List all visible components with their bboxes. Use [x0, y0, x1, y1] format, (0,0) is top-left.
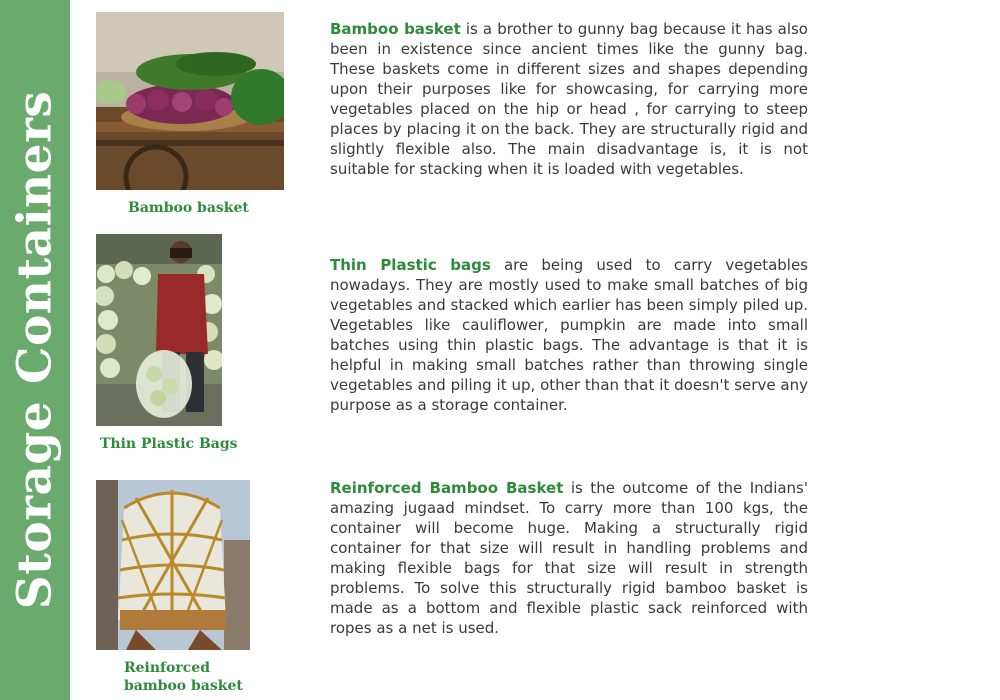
reinforced-caption-line2: bamboo basket [124, 678, 243, 694]
reinforced-bamboo-basket-text: is the outcome of the Indians' amazing jugaad mindset. To carry more than 100 kgs, the container will become huge. Making a structurally rigid container for that size will result in handling problems and making flexible bags for that size will result in strength problems. To solve this structurally rigid bamboo basket is made as a bottom and flexible plastic sack reinforced with ropes as a net is used. [330, 479, 808, 637]
thin-plastic-bags-paragraph [330, 255, 808, 415]
bamboo-basket-photo [96, 12, 284, 190]
thin-plastic-bags-term: Thin Plastic bags [330, 256, 491, 274]
sidebar [0, 0, 70, 700]
reinforced-bamboo-basket-term: Reinforced Bamboo Basket [330, 479, 564, 497]
reinforced-bamboo-basket-paragraph [330, 478, 808, 638]
thin-plastic-bags-caption: Thin Plastic Bags [100, 436, 238, 452]
reinforced-caption-line1: Reinforced [124, 660, 210, 676]
bamboo-basket-paragraph [330, 19, 808, 179]
reinforced-bamboo-basket-caption [124, 659, 243, 695]
sidebar-title: Storage Containers [7, 90, 63, 610]
bamboo-basket-text: is a brother to gunny bag because it has also been in existence since ancient times like the gunny bag. These baskets come in different sizes and shapes depending upon their purposes like for showcasing, for carrying more vegetables placed on the hip or head , for carrying to steep places by placing it on the back. They are structurally rigid and slightly flexible also. The main disadvantage is, it is not suitable for stacking when it is loaded with vegetables. [330, 20, 808, 178]
bamboo-basket-term: Bamboo basket [330, 20, 461, 38]
thin-plastic-bags-photo [96, 234, 222, 426]
bamboo-basket-caption: Bamboo basket [128, 200, 249, 216]
reinforced-bamboo-basket-photo [96, 480, 250, 650]
thin-plastic-bags-text: are being used to carry vegetables nowadays. They are mostly used to make small batches of big vegetables and stacked which earlier has been simply piled up. Vegetables like cauliflower, pumpkin are made into small batches using thin plastic bags. The advantage is that it is helpful in making small batches rather than throwing single vegetables and piling it up, other than that it doesn't serve any purpose as a storage container. [330, 256, 808, 414]
